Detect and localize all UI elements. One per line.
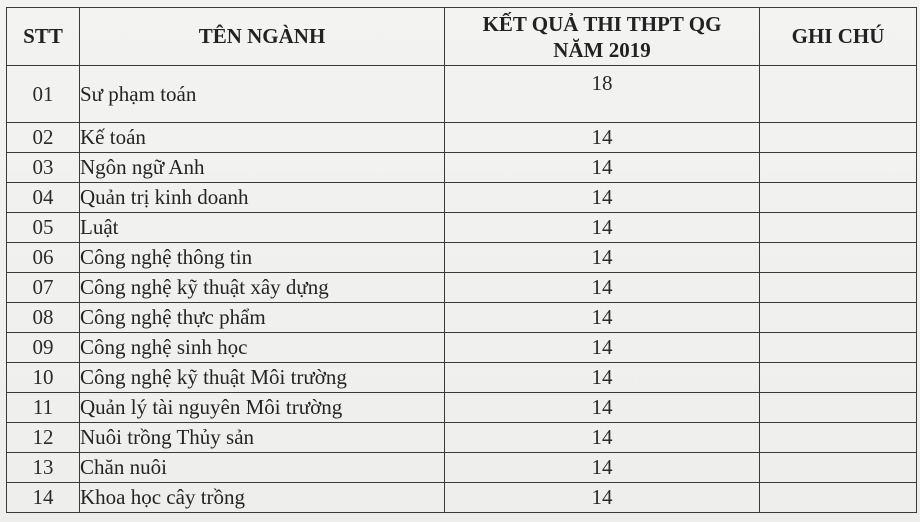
row-stt: 11 bbox=[7, 393, 80, 423]
row-note bbox=[760, 153, 917, 183]
row-major-name: Công nghệ thông tin bbox=[80, 243, 445, 273]
table-row bbox=[7, 453, 917, 483]
header-exam-result bbox=[445, 8, 760, 66]
row-stt: 05 bbox=[7, 213, 80, 243]
table-row bbox=[7, 423, 917, 453]
row-score: 14 bbox=[445, 153, 760, 183]
row-score: 14 bbox=[445, 363, 760, 393]
table-row bbox=[7, 483, 917, 513]
table-row bbox=[7, 183, 917, 213]
row-major-name: Nuôi trồng Thủy sản bbox=[80, 423, 445, 453]
table-row bbox=[7, 393, 917, 423]
row-score: 14 bbox=[445, 213, 760, 243]
row-major-name: Kế toán bbox=[80, 123, 445, 153]
table-row bbox=[7, 153, 917, 183]
row-major-name: Công nghệ sinh học bbox=[80, 333, 445, 363]
row-stt: 06 bbox=[7, 243, 80, 273]
row-note bbox=[760, 303, 917, 333]
row-stt: 02 bbox=[7, 123, 80, 153]
row-major-name: Khoa học cây trồng bbox=[80, 483, 445, 513]
row-note bbox=[760, 123, 917, 153]
row-stt: 14 bbox=[7, 483, 80, 513]
table-row bbox=[7, 303, 917, 333]
row-score: 14 bbox=[445, 273, 760, 303]
admission-score-table bbox=[6, 7, 917, 513]
row-note bbox=[760, 183, 917, 213]
row-note bbox=[760, 273, 917, 303]
row-major-name: Chăn nuôi bbox=[80, 453, 445, 483]
row-stt: 03 bbox=[7, 153, 80, 183]
row-major-name: Quản lý tài nguyên Môi trường bbox=[80, 393, 445, 423]
row-note bbox=[760, 453, 917, 483]
row-major-name: Sư phạm toán bbox=[80, 66, 445, 123]
row-stt: 12 bbox=[7, 423, 80, 453]
row-score: 14 bbox=[445, 303, 760, 333]
row-major-name: Công nghệ kỹ thuật xây dựng bbox=[80, 273, 445, 303]
row-stt: 10 bbox=[7, 363, 80, 393]
row-score: 14 bbox=[445, 453, 760, 483]
row-major-name: Ngôn ngữ Anh bbox=[80, 153, 445, 183]
header-exam-result-line1: KẾT QUẢ THI THPT QG bbox=[482, 11, 722, 36]
row-major-name: Luật bbox=[80, 213, 445, 243]
row-major-name: Công nghệ kỹ thuật Môi trường bbox=[80, 363, 445, 393]
table-row bbox=[7, 273, 917, 303]
row-score: 14 bbox=[445, 123, 760, 153]
row-score: 14 bbox=[445, 423, 760, 453]
header-major-name: TÊN NGÀNH bbox=[80, 8, 445, 66]
row-note bbox=[760, 483, 917, 513]
row-stt: 01 bbox=[7, 66, 80, 123]
row-score: 14 bbox=[445, 243, 760, 273]
row-note bbox=[760, 66, 917, 123]
table-row bbox=[7, 213, 917, 243]
row-note bbox=[760, 423, 917, 453]
header-note: GHI CHÚ bbox=[760, 8, 917, 66]
table-row bbox=[7, 243, 917, 273]
header-row bbox=[7, 8, 917, 66]
header-exam-result-line2: NĂM 2019 bbox=[553, 37, 651, 62]
row-major-name: Quản trị kinh doanh bbox=[80, 183, 445, 213]
row-note bbox=[760, 243, 917, 273]
row-score: 14 bbox=[445, 393, 760, 423]
row-score: 18 bbox=[445, 66, 760, 123]
row-stt: 13 bbox=[7, 453, 80, 483]
row-note bbox=[760, 213, 917, 243]
row-note bbox=[760, 393, 917, 423]
row-note bbox=[760, 363, 917, 393]
row-note bbox=[760, 333, 917, 363]
header-stt: STT bbox=[7, 8, 80, 66]
row-score: 14 bbox=[445, 483, 760, 513]
row-stt: 09 bbox=[7, 333, 80, 363]
row-major-name: Công nghệ thực phẩm bbox=[80, 303, 445, 333]
table-row bbox=[7, 66, 917, 123]
row-stt: 07 bbox=[7, 273, 80, 303]
table-row bbox=[7, 123, 917, 153]
row-score: 14 bbox=[445, 333, 760, 363]
row-stt: 04 bbox=[7, 183, 80, 213]
table-row bbox=[7, 333, 917, 363]
table-row bbox=[7, 363, 917, 393]
row-score: 14 bbox=[445, 183, 760, 213]
row-stt: 08 bbox=[7, 303, 80, 333]
